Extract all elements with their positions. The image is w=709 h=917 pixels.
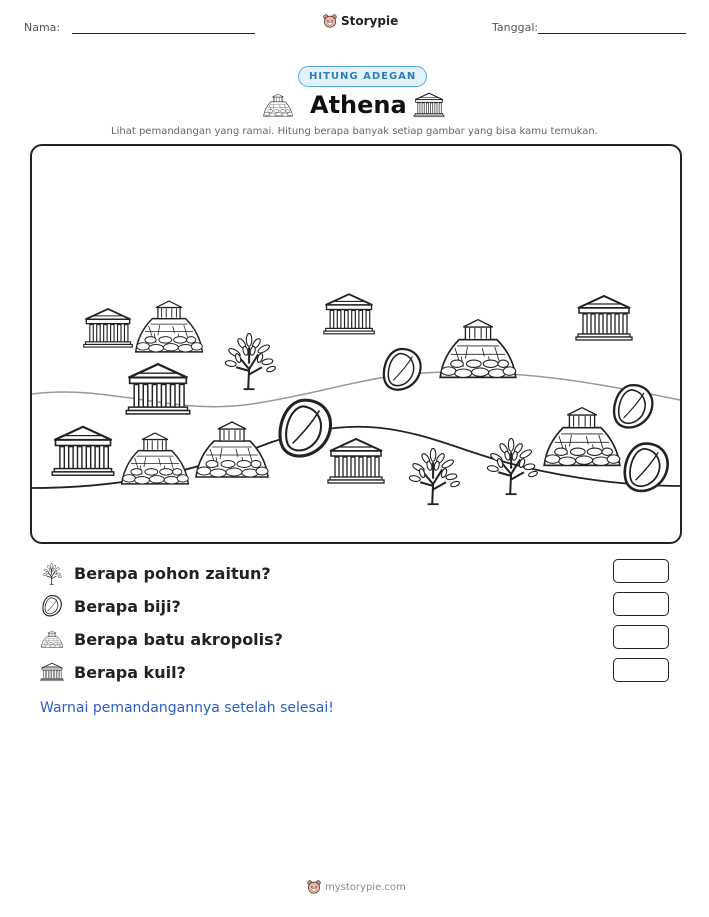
question-acropolis-rocks xyxy=(40,626,620,652)
olive-tree-icon xyxy=(225,333,276,389)
question-text: Berapa pohon zaitun? xyxy=(74,563,271,583)
bear-icon xyxy=(307,880,321,894)
date-line[interactable] xyxy=(538,33,686,34)
question-seeds xyxy=(40,593,620,619)
seed-icon xyxy=(384,349,421,390)
acropolis-rock-icon xyxy=(544,408,620,466)
page-title: Athena xyxy=(310,91,407,119)
question-olive-trees xyxy=(40,560,620,586)
bear-icon xyxy=(323,14,337,28)
scene-illustration xyxy=(32,146,680,542)
brand-logo xyxy=(323,14,398,28)
answer-box-acropolis-rocks[interactable] xyxy=(613,625,669,649)
acropolis-rock-icon xyxy=(262,91,294,119)
name-line[interactable] xyxy=(72,33,255,34)
answer-box-temples[interactable] xyxy=(613,658,669,682)
temple-icon xyxy=(52,427,114,475)
olive-tree-icon xyxy=(40,561,64,585)
olive-tree-icon xyxy=(409,448,460,504)
acropolis-rock-icon xyxy=(122,433,189,484)
answer-box-seeds[interactable] xyxy=(613,592,669,616)
acropolis-rock-icon xyxy=(440,320,516,378)
temple-icon xyxy=(576,296,632,340)
footer xyxy=(307,880,406,894)
temple-icon xyxy=(84,309,133,347)
olive-tree-icon xyxy=(487,438,538,494)
coloring-prompt: Warnai pemandangannya setelah selesai! xyxy=(40,700,334,716)
seed-icon xyxy=(614,385,652,427)
question-text: Berapa kuil? xyxy=(74,662,186,682)
search-scene xyxy=(30,144,682,544)
activity-badge: HITUNG ADEGAN xyxy=(298,66,427,87)
temple-icon xyxy=(413,92,445,118)
temple-icon xyxy=(40,660,64,684)
question-temples xyxy=(40,659,620,685)
question-text: Berapa biji? xyxy=(74,596,181,616)
name-label: Nama: xyxy=(24,21,61,34)
temple-icon xyxy=(328,439,384,483)
footer-url[interactable]: mystorypie.com xyxy=(325,881,406,893)
seed-icon xyxy=(625,444,668,491)
seed-icon xyxy=(280,400,331,456)
temple-icon xyxy=(324,294,374,334)
brand-name: Storypie xyxy=(341,14,399,28)
acropolis-rock-icon xyxy=(136,301,203,352)
temple-icon xyxy=(126,364,189,414)
seed-icon xyxy=(40,594,64,618)
question-text: Berapa batu akropolis? xyxy=(74,629,283,649)
instructions: Lihat pemandangan yang ramai. Hitung berapa banyak setiap gambar yang bisa kamu temukan. xyxy=(111,126,598,137)
answer-box-olive-trees[interactable] xyxy=(613,559,669,583)
date-label: Tanggal: xyxy=(492,21,539,34)
acropolis-rock-icon xyxy=(40,627,64,651)
acropolis-rock-icon xyxy=(196,422,268,477)
